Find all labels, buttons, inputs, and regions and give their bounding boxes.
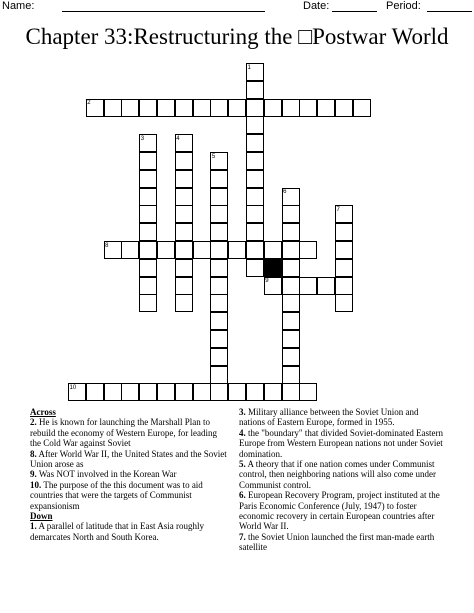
- crossword-cell[interactable]: [299, 383, 317, 401]
- crossword-cell[interactable]: [210, 312, 228, 330]
- crossword-cell[interactable]: [246, 383, 264, 401]
- crossword-cell[interactable]: [210, 99, 228, 117]
- crossword-cell[interactable]: [299, 277, 317, 295]
- crossword-cell[interactable]: [104, 383, 122, 401]
- crossword-cell[interactable]: [246, 241, 264, 259]
- crossword-cell[interactable]: [246, 99, 264, 117]
- crossword-cell[interactable]: [121, 241, 139, 259]
- crossword-cell[interactable]: [299, 241, 317, 259]
- crossword-cell[interactable]: [246, 223, 264, 241]
- crossword-cell[interactable]: [139, 241, 157, 259]
- crossword-cell[interactable]: [139, 99, 157, 117]
- crossword-cell[interactable]: [282, 241, 300, 259]
- crossword-cell[interactable]: [139, 223, 157, 241]
- down-heading: Down: [30, 511, 53, 522]
- crossword-cell[interactable]: [246, 152, 264, 170]
- crossword-cell[interactable]: [317, 99, 335, 117]
- crossword-cell[interactable]: [193, 241, 211, 259]
- crossword-cell[interactable]: [175, 259, 193, 277]
- clue-down-1: 1. A parallel of latitude that in East Asia roughly demarcates North and South Korea.: [30, 521, 204, 542]
- crossword-cell[interactable]: [246, 134, 264, 152]
- crossword-cell[interactable]: [210, 259, 228, 277]
- crossword-cell[interactable]: [353, 99, 371, 117]
- crossword-cell[interactable]: [139, 294, 157, 312]
- clue-number: 5: [211, 153, 216, 160]
- crossword-cell[interactable]: [139, 205, 157, 223]
- crossword-cell[interactable]: [282, 223, 300, 241]
- crossword-cell[interactable]: [139, 259, 157, 277]
- crossword-cell[interactable]: [210, 241, 228, 259]
- crossword-cell[interactable]: [282, 99, 300, 117]
- clue-across-2: 2. He is known for launching the Marshall Plan to rebuild the economy of Western Europe, for leading the Cold War against Soviet: [30, 417, 218, 449]
- crossword-cell[interactable]: [264, 99, 282, 117]
- crossword-cell[interactable]: [175, 99, 193, 117]
- crossword-cell[interactable]: [121, 99, 139, 117]
- crossword-cell[interactable]: [157, 241, 175, 259]
- clue-number: 6: [283, 189, 287, 196]
- crossword-cell[interactable]: [282, 348, 300, 366]
- clue-number: 3: [140, 135, 145, 142]
- clue-across-8: 8. After World War II, the United States and the Soviet Union arose as: [30, 448, 227, 470]
- crossword-cell[interactable]: [175, 294, 193, 312]
- crossword-cell[interactable]: [157, 99, 175, 117]
- crossword-cell[interactable]: [335, 99, 353, 117]
- crossword-cell[interactable]: [175, 152, 193, 170]
- clues-right-column: [239, 407, 444, 553]
- crossword-cell[interactable]: [210, 188, 228, 206]
- clue-down-5: 5. A theory that if one nation comes under Communist control, then neighboring nations will also come under Communist control.: [239, 459, 436, 490]
- crossword-cell[interactable]: [228, 99, 246, 117]
- period-label: Period:: [386, 0, 421, 12]
- clue-number: 8: [105, 242, 109, 249]
- crossword-cell[interactable]: [246, 81, 264, 99]
- clue-across-10: 10. The purpose of the this document was to aid countries that were the targets of Communist expansionism: [30, 479, 203, 511]
- crossword-cell[interactable]: [175, 277, 193, 295]
- across-heading: Across: [30, 407, 56, 417]
- crossword-cell[interactable]: [335, 294, 353, 312]
- crossword-cell[interactable]: [228, 241, 246, 259]
- crossword-cell[interactable]: [193, 383, 211, 401]
- crossword-cell[interactable]: [264, 241, 282, 259]
- name-label: Name:: [2, 0, 35, 12]
- crossword-cell[interactable]: [246, 170, 264, 188]
- crossword-cell[interactable]: [210, 170, 228, 188]
- crossword-cell[interactable]: [210, 294, 228, 312]
- clue-number: 2: [87, 100, 91, 107]
- crossword-cell[interactable]: [210, 223, 228, 241]
- black-square: [264, 259, 282, 277]
- crossword-cell[interactable]: [210, 348, 228, 366]
- crossword-cell[interactable]: [335, 223, 353, 241]
- crossword-cell[interactable]: [210, 330, 228, 348]
- clues-left-column: [30, 407, 230, 542]
- crossword-cell[interactable]: [86, 383, 104, 401]
- crossword-cell[interactable]: [317, 277, 335, 295]
- crossword-cell[interactable]: [139, 188, 157, 206]
- crossword-cell[interactable]: [282, 383, 300, 401]
- page-title: Chapter 33:Restructuring the □Postwar World: [25, 24, 449, 49]
- crossword-cell[interactable]: [282, 294, 300, 312]
- crossword-cell[interactable]: [264, 383, 282, 401]
- crossword-cell[interactable]: [228, 383, 246, 401]
- crossword-cell[interactable]: [299, 99, 317, 117]
- crossword-cell[interactable]: [157, 383, 175, 401]
- crossword-cell[interactable]: [282, 259, 300, 277]
- crossword-cell[interactable]: [210, 205, 228, 223]
- crossword-cell[interactable]: [139, 152, 157, 170]
- crossword-cell[interactable]: [246, 205, 264, 223]
- crossword-cell[interactable]: [282, 205, 300, 223]
- clue-number: 1: [247, 64, 251, 71]
- clue-number: 10: [69, 384, 77, 391]
- crossword-cell[interactable]: [246, 116, 264, 134]
- crossword-cell[interactable]: [335, 241, 353, 259]
- crossword-cell[interactable]: [282, 312, 300, 330]
- clue-number: 4: [176, 135, 180, 142]
- crossword-cell[interactable]: [210, 383, 228, 401]
- crossword-cell[interactable]: [139, 383, 157, 401]
- clue-down-4: 4. the "boundary" that divided Soviet-dominated Eastern Europe from Western European nations not under Soviet domination.: [239, 427, 444, 459]
- crossword-cell[interactable]: [104, 99, 122, 117]
- crossword-cell[interactable]: [139, 277, 157, 295]
- crossword-cell[interactable]: [210, 366, 228, 384]
- crossword-cell[interactable]: [175, 188, 193, 206]
- crossword-cell[interactable]: [175, 223, 193, 241]
- crossword-cell[interactable]: [335, 259, 353, 277]
- clue-across-9: 9. Was NOT involved in the Korean War: [30, 469, 177, 480]
- crossword-cell[interactable]: [282, 330, 300, 348]
- crossword-cell[interactable]: [282, 366, 300, 384]
- clue-number: 9: [265, 278, 269, 285]
- date-label: Date:: [303, 0, 330, 12]
- crossword-cell[interactable]: [121, 383, 139, 401]
- crossword-cell[interactable]: [139, 170, 157, 188]
- crossword-cell[interactable]: [335, 277, 353, 295]
- crossword-cell[interactable]: [175, 241, 193, 259]
- clue-number: 7: [336, 206, 340, 213]
- crossword-cell[interactable]: [175, 170, 193, 188]
- clue-down-3: 3. Military alliance between the Soviet Union and nations of Eastern Europe, formed in 1955.: [239, 407, 419, 428]
- crossword-cell[interactable]: [175, 383, 193, 401]
- clue-down-6: 6. European Recovery Program, project instituted at the Paris Economic Conference (July, 1947) to foster economic recovery in certain European countries after World War II.: [239, 490, 440, 532]
- crossword-cell[interactable]: [175, 205, 193, 223]
- crossword-cell[interactable]: [282, 277, 300, 295]
- crossword-cell[interactable]: [193, 99, 211, 117]
- crossword-cell[interactable]: [246, 259, 264, 277]
- clue-down-7: 7. the Soviet Union launched the first man-made earth satellite: [239, 531, 435, 553]
- crossword-cell[interactable]: [246, 188, 264, 206]
- crossword-cell[interactable]: [210, 277, 228, 295]
